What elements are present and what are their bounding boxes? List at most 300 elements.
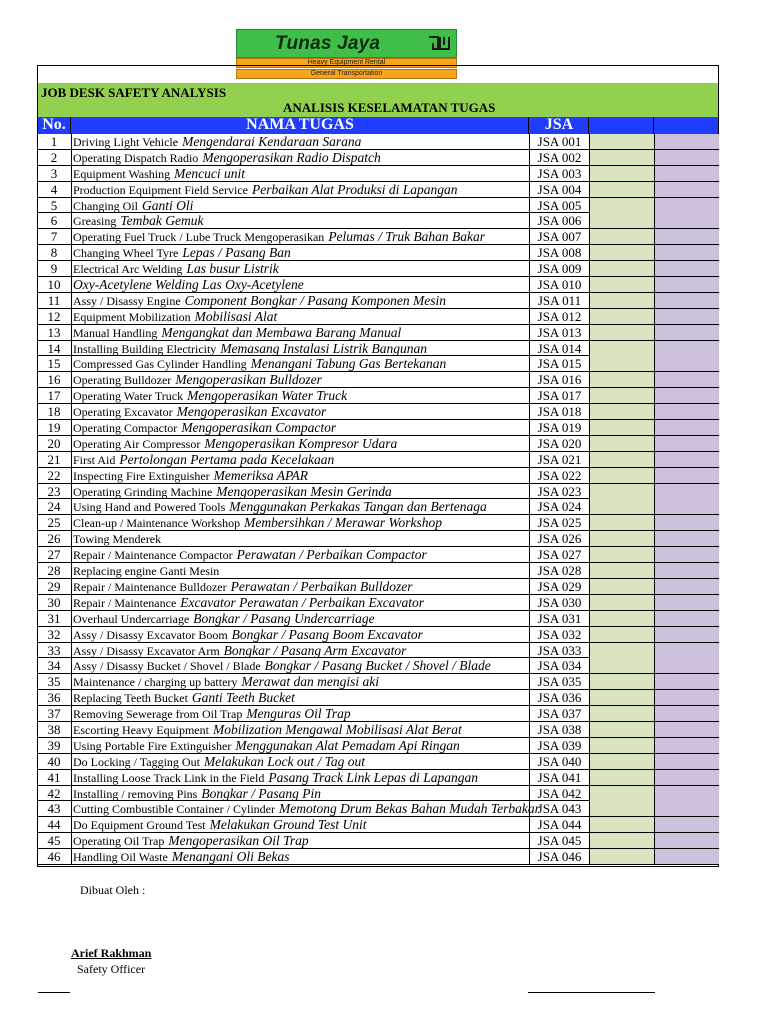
table-header — [38, 117, 718, 134]
table-row — [38, 658, 718, 674]
task-name — [71, 213, 529, 228]
table-row — [38, 309, 718, 325]
task-name — [71, 150, 529, 165]
green-cell — [589, 801, 654, 816]
task-name — [71, 674, 529, 689]
made-by-label: Dibuat Oleh : — [80, 883, 146, 897]
jsa-code: JSA 028 — [529, 563, 589, 578]
task-name-english: Changing Wheel Tyre — [73, 246, 179, 261]
purple-cell — [654, 229, 719, 244]
task-name-indonesian: Mobilization Mengawal Mobilisasi Alat Berat — [212, 721, 462, 737]
task-name — [71, 277, 529, 292]
table-row — [38, 706, 718, 722]
table-row — [38, 293, 718, 309]
task-name-english: Repair / Maintenance Compactor — [73, 548, 233, 563]
task-name — [71, 770, 529, 785]
company-mark-icon — [427, 35, 451, 53]
task-name-english: Equipment Washing — [73, 166, 171, 181]
purple-cell — [654, 611, 719, 626]
task-name-indonesian: Mobilisasi Alat — [194, 308, 278, 324]
task-name-english: Assy / Disassy Excavator Arm — [73, 643, 220, 658]
task-name-english: Maintenance / charging up battery — [73, 675, 238, 690]
jsa-code: JSA 041 — [529, 770, 589, 785]
signer-name: Arief Rakhman — [71, 946, 152, 960]
jsa-code: JSA 043 — [529, 801, 589, 816]
column-jsa-code: JSA — [544, 116, 574, 133]
task-name-indonesian: Merawat dan mengisi aki — [241, 674, 380, 690]
task-name-english: Installing Building Electricity — [73, 341, 217, 356]
row-number: 21 — [47, 451, 61, 467]
purple-cell — [654, 579, 719, 594]
row-number: 3 — [50, 165, 58, 181]
jsa-code: JSA 023 — [529, 484, 589, 499]
row-number: 33 — [47, 642, 61, 658]
task-name — [71, 436, 529, 451]
title-indonesian: ANALISIS KESELAMATAN TUGAS — [283, 100, 496, 115]
task-name-english: Repair / Maintenance Bulldozer — [73, 579, 227, 594]
task-name-english: Changing Oil — [73, 198, 138, 213]
purple-cell — [654, 198, 719, 213]
task-name-english: Operating Oil Trap — [73, 834, 165, 849]
jsa-code: JSA 019 — [529, 420, 589, 435]
green-cell — [589, 484, 654, 499]
task-name-indonesian: Bongkar / Pasang Boom Excavator — [231, 626, 423, 642]
purple-cell — [654, 388, 719, 403]
row-number: 27 — [47, 547, 61, 563]
jsa-code: JSA 044 — [529, 817, 589, 832]
purple-cell — [654, 182, 719, 197]
task-name — [71, 690, 529, 705]
jsa-code: JSA 022 — [529, 468, 589, 483]
green-cell — [589, 198, 654, 213]
table-row — [38, 801, 718, 817]
row-number: 7 — [50, 229, 58, 245]
task-name-indonesian: Mengoperasikan Oil Trap — [168, 833, 309, 849]
green-cell — [589, 690, 654, 705]
task-name-indonesian: Bongkar / Pasang Undercarriage — [193, 610, 375, 626]
jsa-code: JSA 030 — [529, 595, 589, 610]
green-cell — [589, 817, 654, 832]
jsa-code: JSA 039 — [529, 738, 589, 753]
jsa-code: JSA 006 — [529, 213, 589, 228]
purple-cell — [654, 738, 719, 753]
task-name-english: Equipment Mobilization — [73, 309, 191, 324]
table-row — [38, 468, 718, 484]
table-row — [38, 515, 718, 531]
task-name — [71, 404, 529, 419]
jsa-code: JSA 031 — [529, 611, 589, 626]
task-name-indonesian: Lepas / Pasang Ban — [182, 245, 291, 261]
header-divider — [70, 117, 71, 134]
green-cell — [589, 341, 654, 356]
row-number: 26 — [47, 531, 61, 547]
task-name-indonesian: Melakukan Lock out / Tag out — [203, 753, 366, 769]
task-name — [71, 706, 529, 721]
jsa-code: JSA 027 — [529, 547, 589, 562]
task-name — [71, 833, 529, 848]
green-cell — [589, 468, 654, 483]
jsa-code: JSA 008 — [529, 245, 589, 260]
row-number: 2 — [50, 149, 58, 165]
task-name — [71, 611, 529, 626]
purple-cell — [654, 690, 719, 705]
task-name — [71, 229, 529, 244]
task-name — [71, 182, 529, 197]
row-number: 16 — [47, 372, 61, 388]
table-row — [38, 356, 718, 372]
purple-cell — [654, 293, 719, 308]
table-row — [38, 229, 718, 245]
green-cell — [589, 754, 654, 769]
purple-cell — [654, 436, 719, 451]
task-name-indonesian: Oxy-Acetylene Welding Las Oxy-Acetylene — [73, 277, 304, 293]
green-cell — [589, 722, 654, 737]
jsa-code: JSA 035 — [529, 674, 589, 689]
task-name-indonesian: Pasang Track Link Lepas di Lapangan — [268, 769, 478, 785]
task-name — [71, 563, 529, 578]
task-name — [71, 531, 529, 546]
header-divider — [588, 117, 589, 134]
jsa-code: JSA 046 — [529, 849, 589, 864]
task-name-indonesian: Melakukan Ground Test Unit — [209, 817, 367, 833]
task-name — [71, 547, 529, 562]
task-name-english: Assy / Disassy Bucket / Shovel / Blade — [73, 659, 261, 674]
green-cell — [589, 309, 654, 324]
purple-cell — [654, 563, 719, 578]
task-table-body — [38, 134, 718, 865]
green-cell — [589, 786, 654, 801]
green-cell — [589, 547, 654, 562]
logo-banner — [236, 29, 457, 58]
task-name-indonesian: Menangani Oli Bekas — [171, 849, 290, 865]
task-name-indonesian: Menguras Oil Trap — [246, 706, 351, 722]
purple-cell — [654, 166, 719, 181]
green-cell — [589, 658, 654, 673]
purple-cell — [654, 309, 719, 324]
row-number: 14 — [47, 340, 61, 356]
jsa-code: JSA 033 — [529, 643, 589, 658]
green-cell — [589, 356, 654, 371]
green-cell — [589, 325, 654, 340]
task-name-english: Using Portable Fire Extinguisher — [73, 738, 232, 753]
task-name-english: Compressed Gas Cylinder Handling — [73, 357, 247, 372]
task-name-indonesian: Mengoperasikan Excavator — [176, 404, 327, 420]
jsa-code: JSA 038 — [529, 722, 589, 737]
task-name-english: Escorting Heavy Equipment — [73, 722, 209, 737]
purple-cell — [654, 754, 719, 769]
task-name — [71, 515, 529, 530]
green-cell — [589, 182, 654, 197]
table-row — [38, 277, 718, 293]
task-name — [71, 388, 529, 403]
table-row — [38, 531, 718, 547]
task-name-indonesian: Memotong Drum Bekas Bahan Mudah Terbakar — [279, 801, 540, 817]
task-name-english: Operating Grinding Machine — [73, 484, 213, 499]
task-name-english: Repair / Maintenance — [73, 595, 177, 610]
task-name — [71, 356, 529, 371]
purple-cell — [654, 499, 719, 514]
task-name-english: Towing Menderek — [73, 532, 162, 547]
row-number: 46 — [47, 849, 61, 865]
logo-tagline-2: General Transportation — [236, 69, 457, 79]
jsa-code: JSA 016 — [529, 372, 589, 387]
task-name — [71, 579, 529, 594]
table-row — [38, 563, 718, 579]
purple-cell — [654, 674, 719, 689]
table-row — [38, 261, 718, 277]
green-cell — [589, 674, 654, 689]
task-name-english: Installing / removing Pins — [73, 786, 198, 801]
jsa-code: JSA 021 — [529, 452, 589, 467]
task-name-english: Removing Sewerage from Oil Trap — [73, 707, 243, 722]
task-name — [71, 738, 529, 753]
task-name-indonesian: Las busur Listrik — [186, 261, 279, 277]
jsa-code: JSA 040 — [529, 754, 589, 769]
table-row — [38, 388, 718, 404]
task-name-indonesian: Component Bongkar / Pasang Komponen Mesin — [184, 292, 447, 308]
task-name-english: Driving Light Vehicle — [73, 135, 179, 149]
task-name-english: Installing Loose Track Link in the Field — [73, 770, 265, 785]
green-cell — [589, 404, 654, 419]
column-no: No. — [42, 116, 66, 133]
task-name-english: Overhaul Undercarriage — [73, 611, 190, 626]
row-number: 31 — [47, 610, 61, 626]
row-number: 6 — [50, 213, 58, 229]
green-cell — [589, 563, 654, 578]
purple-cell — [654, 786, 719, 801]
green-cell — [589, 150, 654, 165]
row-number: 18 — [47, 404, 61, 420]
task-name-indonesian: Mengangkat dan Membawa Barang Manual — [161, 324, 402, 340]
green-cell — [589, 436, 654, 451]
task-name-indonesian: Perbaikan Alat Produksi di Lapangan — [251, 181, 458, 197]
task-name-english: Operating Excavator — [73, 405, 173, 420]
task-name-indonesian: Ganti Oli — [142, 197, 194, 213]
task-name-indonesian: Pelumas / Truk Bahan Bakar — [328, 229, 486, 245]
jsa-code: JSA 032 — [529, 627, 589, 642]
row-number: 9 — [50, 261, 58, 277]
task-name-indonesian: Tembak Gemuk — [120, 213, 204, 229]
green-cell — [589, 738, 654, 753]
signer-role: Safety Officer — [77, 962, 146, 976]
task-name — [71, 198, 529, 213]
green-cell — [589, 706, 654, 721]
task-name-english: Manual Handling — [73, 325, 158, 340]
purple-cell — [654, 547, 719, 562]
green-cell — [589, 595, 654, 610]
row-number: 5 — [50, 197, 58, 213]
green-cell — [589, 499, 654, 514]
jsa-code: JSA 001 — [529, 134, 589, 149]
table-row — [38, 674, 718, 690]
task-name — [71, 801, 540, 817]
task-name — [71, 499, 529, 514]
jsa-code: JSA 017 — [529, 388, 589, 403]
purple-cell — [654, 341, 719, 356]
title-english: JOB DESK SAFETY ANALYSIS — [41, 85, 227, 100]
task-name-indonesian: Perawatan / Perbaikan Compactor — [236, 547, 427, 563]
green-cell — [589, 261, 654, 276]
jsa-code: JSA 018 — [529, 404, 589, 419]
green-cell — [589, 833, 654, 848]
green-cell — [589, 372, 654, 387]
purple-cell — [654, 770, 719, 785]
task-name — [71, 134, 529, 149]
green-cell — [589, 420, 654, 435]
row-number: 23 — [47, 483, 61, 499]
row-number: 11 — [47, 292, 61, 308]
row-number: 34 — [47, 658, 61, 674]
table-row — [38, 627, 718, 643]
task-name — [71, 420, 529, 435]
jsa-code: JSA 026 — [529, 531, 589, 546]
row-number: 30 — [47, 594, 61, 610]
purple-cell — [654, 356, 719, 371]
task-name — [71, 817, 529, 832]
table-row — [38, 579, 718, 595]
task-name-english: Assy / Disassy Excavator Boom — [73, 627, 228, 642]
jsa-code: JSA 025 — [529, 515, 589, 530]
green-cell — [589, 627, 654, 642]
table-row — [38, 436, 718, 452]
purple-cell — [654, 325, 719, 340]
task-name-indonesian: Ganti Teeth Bucket — [191, 690, 295, 706]
table-row — [38, 595, 718, 611]
row-number: 12 — [47, 308, 61, 324]
purple-cell — [654, 658, 719, 673]
row-number: 45 — [47, 833, 61, 849]
green-cell — [589, 531, 654, 546]
task-name — [71, 341, 529, 356]
task-name-indonesian: Mencuci unit — [174, 165, 245, 181]
row-number: 36 — [47, 690, 61, 706]
row-number: 15 — [47, 356, 61, 372]
table-row — [38, 786, 718, 802]
table-row — [38, 611, 718, 627]
task-name — [71, 245, 529, 260]
task-name — [71, 372, 529, 387]
task-name-english: First Aid — [73, 452, 116, 467]
table-row — [38, 404, 718, 420]
purple-cell — [654, 277, 719, 292]
task-name-english: Operating Air Compressor — [73, 436, 201, 451]
task-name-english: Operating Bulldozer — [73, 373, 172, 388]
task-name-indonesian: Pertolongan Pertama pada Kecelakaan — [119, 451, 335, 467]
signature-line — [528, 992, 655, 993]
purple-cell — [654, 515, 719, 530]
jsa-code: JSA 004 — [529, 182, 589, 197]
row-number: 24 — [47, 499, 61, 515]
task-name — [71, 627, 529, 642]
green-cell — [589, 245, 654, 260]
task-name-indonesian: Membersihkan / Merawar Workshop — [244, 515, 442, 531]
jsa-code: JSA 036 — [529, 690, 589, 705]
purple-cell — [654, 817, 719, 832]
task-name — [71, 595, 529, 610]
task-name — [71, 261, 529, 276]
task-name — [71, 293, 529, 308]
table-row — [38, 738, 718, 754]
green-cell — [589, 611, 654, 626]
task-name-indonesian: Menangani Tabung Gas Bertekanan — [250, 356, 447, 372]
task-name — [71, 658, 529, 673]
row-number: 17 — [47, 388, 61, 404]
purple-cell — [654, 595, 719, 610]
task-name-indonesian: Mengendarai Kendaraan Sarana — [182, 134, 362, 149]
row-number: 4 — [50, 181, 58, 197]
jsa-code: JSA 013 — [529, 325, 589, 340]
row-number: 29 — [47, 578, 61, 594]
purple-cell — [654, 833, 719, 848]
jsa-code: JSA 034 — [529, 658, 589, 673]
task-name-english: Replacing engine Ganti Mesin — [73, 564, 220, 579]
table-row — [38, 213, 718, 229]
row-number: 42 — [47, 785, 61, 801]
table-row — [38, 770, 718, 786]
row-number: 41 — [47, 769, 61, 785]
task-name-indonesian: Mengoperasikan Compactor — [181, 420, 337, 436]
task-name-indonesian: Mengoperasikan Mesin Gerinda — [216, 483, 392, 499]
row-number: 28 — [47, 563, 61, 579]
jsa-sheet — [37, 65, 719, 867]
table-row — [38, 420, 718, 436]
table-row — [38, 817, 718, 833]
green-cell — [589, 293, 654, 308]
task-name-indonesian: Bongkar / Pasang Pin — [201, 785, 321, 801]
task-name-indonesian: Excavator Perawatan / Perbaikan Excavator — [180, 594, 424, 610]
table-row — [38, 484, 718, 500]
jsa-code: JSA 012 — [529, 309, 589, 324]
green-cell — [589, 643, 654, 658]
row-number: 13 — [47, 324, 61, 340]
task-name — [71, 166, 529, 181]
column-task-name: NAMA TUGAS — [246, 116, 354, 133]
purple-cell — [654, 245, 719, 260]
task-name — [71, 325, 529, 340]
task-name — [71, 484, 529, 499]
row-number: 20 — [47, 435, 61, 451]
table-row — [38, 245, 718, 261]
purple-cell — [654, 213, 719, 228]
jsa-code: JSA 042 — [529, 786, 589, 801]
signature-line — [38, 992, 70, 993]
task-name — [71, 786, 529, 801]
table-row — [38, 849, 718, 865]
row-number: 38 — [47, 721, 61, 737]
table-row — [38, 341, 718, 357]
task-name — [71, 309, 529, 324]
row-number: 35 — [47, 674, 61, 690]
green-cell — [589, 515, 654, 530]
task-name-english: Do Equipment Ground Test — [73, 818, 206, 833]
table-row — [38, 722, 718, 738]
row-number: 37 — [47, 706, 61, 722]
table-row — [38, 643, 718, 659]
sheet-header — [38, 83, 718, 117]
task-name-english: Greasing — [73, 214, 117, 229]
purple-cell — [654, 706, 719, 721]
task-name-indonesian: Mengoperasikan Kompresor Udara — [204, 435, 398, 451]
purple-cell — [654, 801, 719, 816]
task-name-english: Assy / Disassy Engine — [73, 293, 181, 308]
purple-cell — [654, 404, 719, 419]
jsa-code: JSA 011 — [529, 293, 589, 308]
jsa-code: JSA 024 — [529, 499, 589, 514]
task-name-english: Clean-up / Maintenance Workshop — [73, 516, 241, 531]
task-name-indonesian: Memasang Instalasi Listrik Bangunan — [220, 340, 427, 356]
row-number: 22 — [47, 467, 61, 483]
task-name-indonesian: Mengoperasikan Radio Dispatch — [202, 149, 381, 165]
